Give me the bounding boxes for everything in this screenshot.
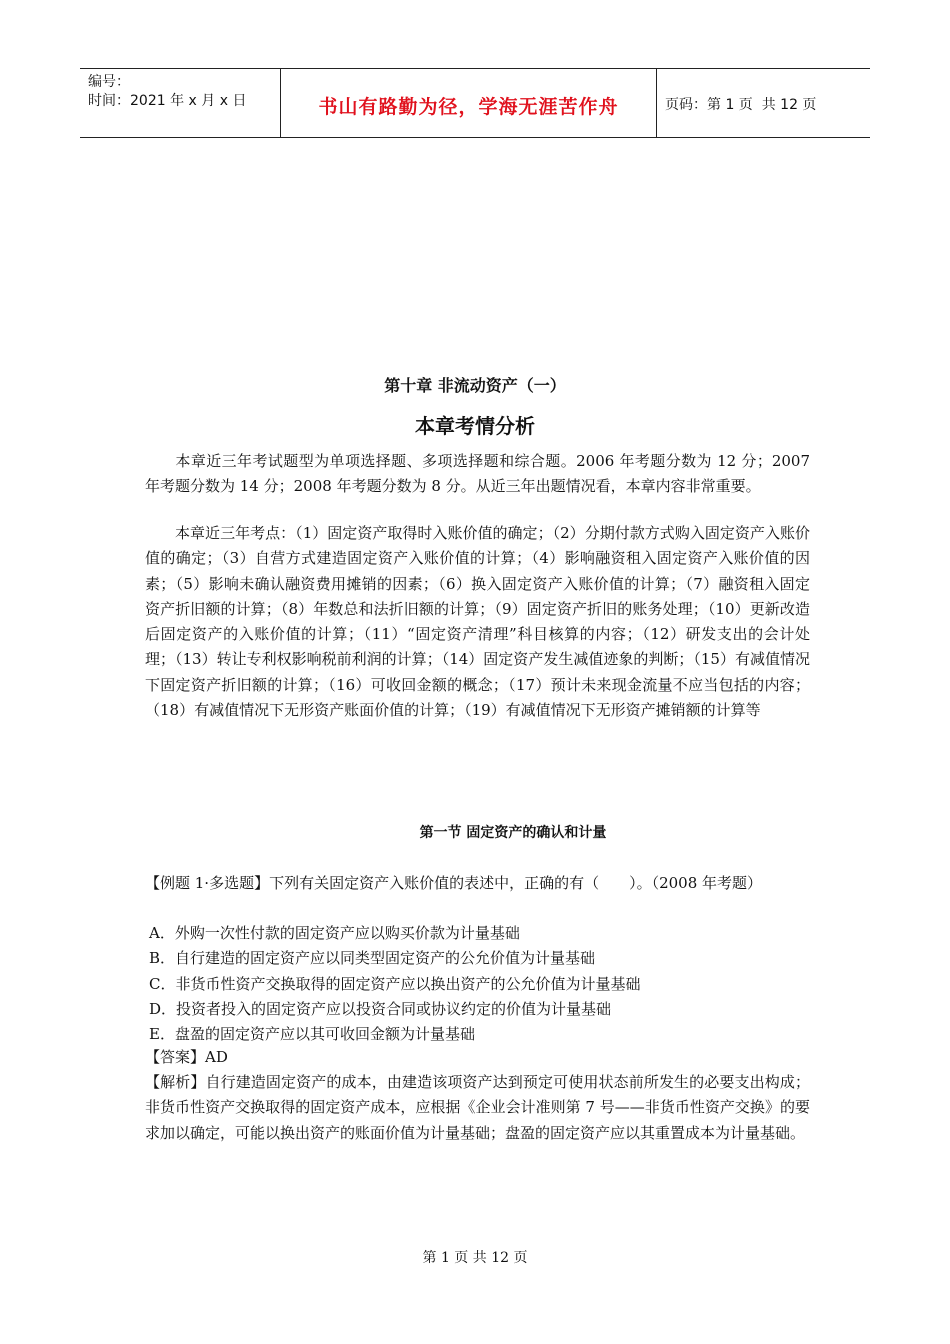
intro-paragraph xyxy=(145,449,810,500)
intro-text: 本章近三年考试题型为单项选择题、多项选择题和综合题。2006 年考题分数为 12 分；2007 年考题分数为 14 分；2008 年考题分数为 8 分。从近三年出题情况看，本章内容非常重要。 xyxy=(145,452,810,496)
question-options xyxy=(145,921,810,1047)
option-a: A．外购一次性付款的固定资产应以购买价款为计量基础 xyxy=(149,924,520,942)
chapter-title: 第十章 非流动资产（一） xyxy=(384,376,566,395)
page-info-text: 页码：第 1 页 共 12 页 xyxy=(665,97,817,113)
time-label: 时间：2021 年 x 月 x 日 xyxy=(88,93,247,109)
page-footer: 第 1 页 共 12 页 xyxy=(422,1250,528,1266)
header-motto: 书山有路勤为径，学海无涯苦作舟 xyxy=(281,69,657,137)
option-d: D．投资者投入的固定资产应以投资合同或协议约定的价值为计量基础 xyxy=(149,999,612,1018)
question-stem: 【例题 1·多选题】下列有关固定资产入账价值的表述中，正确的有（ ）。（2008 年考题） xyxy=(145,874,763,892)
header-page-info xyxy=(657,69,870,137)
section-title: 第一节 固定资产的确认和计量 xyxy=(419,825,607,841)
analysis-title: 本章考情分析 xyxy=(415,414,535,438)
question-answer: 【答案】AD xyxy=(145,1048,228,1066)
question-analysis: 【解析】自行建造固定资产的成本，由建造该项资产达到预定可使用状态前所发生的必要支出构成；非货币性资产交换取得的固定资产成本，应根据《企业会计准则第 7 号——非货币性资产交换》的要求加以确定，可能以换出资产的账面价值为计量基础；盘盈的固定资产应以其重置成本为计量基础。 xyxy=(145,1073,810,1142)
exam-points-paragraph xyxy=(145,521,810,723)
option-c: C．非货币性资产交换取得的固定资产应以换出资产的公允价值为计量基础 xyxy=(149,974,641,993)
option-b: B．自行建造的固定资产应以同类型固定资产的公允价值为计量基础 xyxy=(149,949,596,968)
header-meta xyxy=(80,69,281,137)
exam-points-text: 本章近三年考点：（1）固定资产取得时入账价值的确定；（2）分期付款方式购入固定资产入账价值的确定；（3）自营方式建造固定资产入账价值的计算；（4）影响融资租入固定资产入账价值的因素；（5）影响未确认融资费用摊销的因素；（6）换入固定资产入账价值的计算；（7）融资租入固定资产折旧额的计算；（8）年数总和法折旧额的计算；（9）固定资产折旧的账务处理；（10）更新改造后固定资产的入账价值的计算；（11）“固定资产清理”科目核算的内容；（12）研发支出的会计处理；（13）转让专利权影响税前利润的计算；（14）固定资产发生减值迹象的判断；（15）有减值情况下固定资产折旧额的计算；（16）可收回金额的概念；（17）预计未来现金流量不应当包括的内容；（18）有减值情况下无形资产账面价值的计算；（19）有减值情况下无形资产摊销额的计算等 xyxy=(145,524,810,720)
page-header xyxy=(80,68,870,138)
number-label: 编号： xyxy=(88,74,130,90)
option-e: E．盘盈的固定资产应以其可收回金额为计量基础 xyxy=(149,1025,475,1044)
